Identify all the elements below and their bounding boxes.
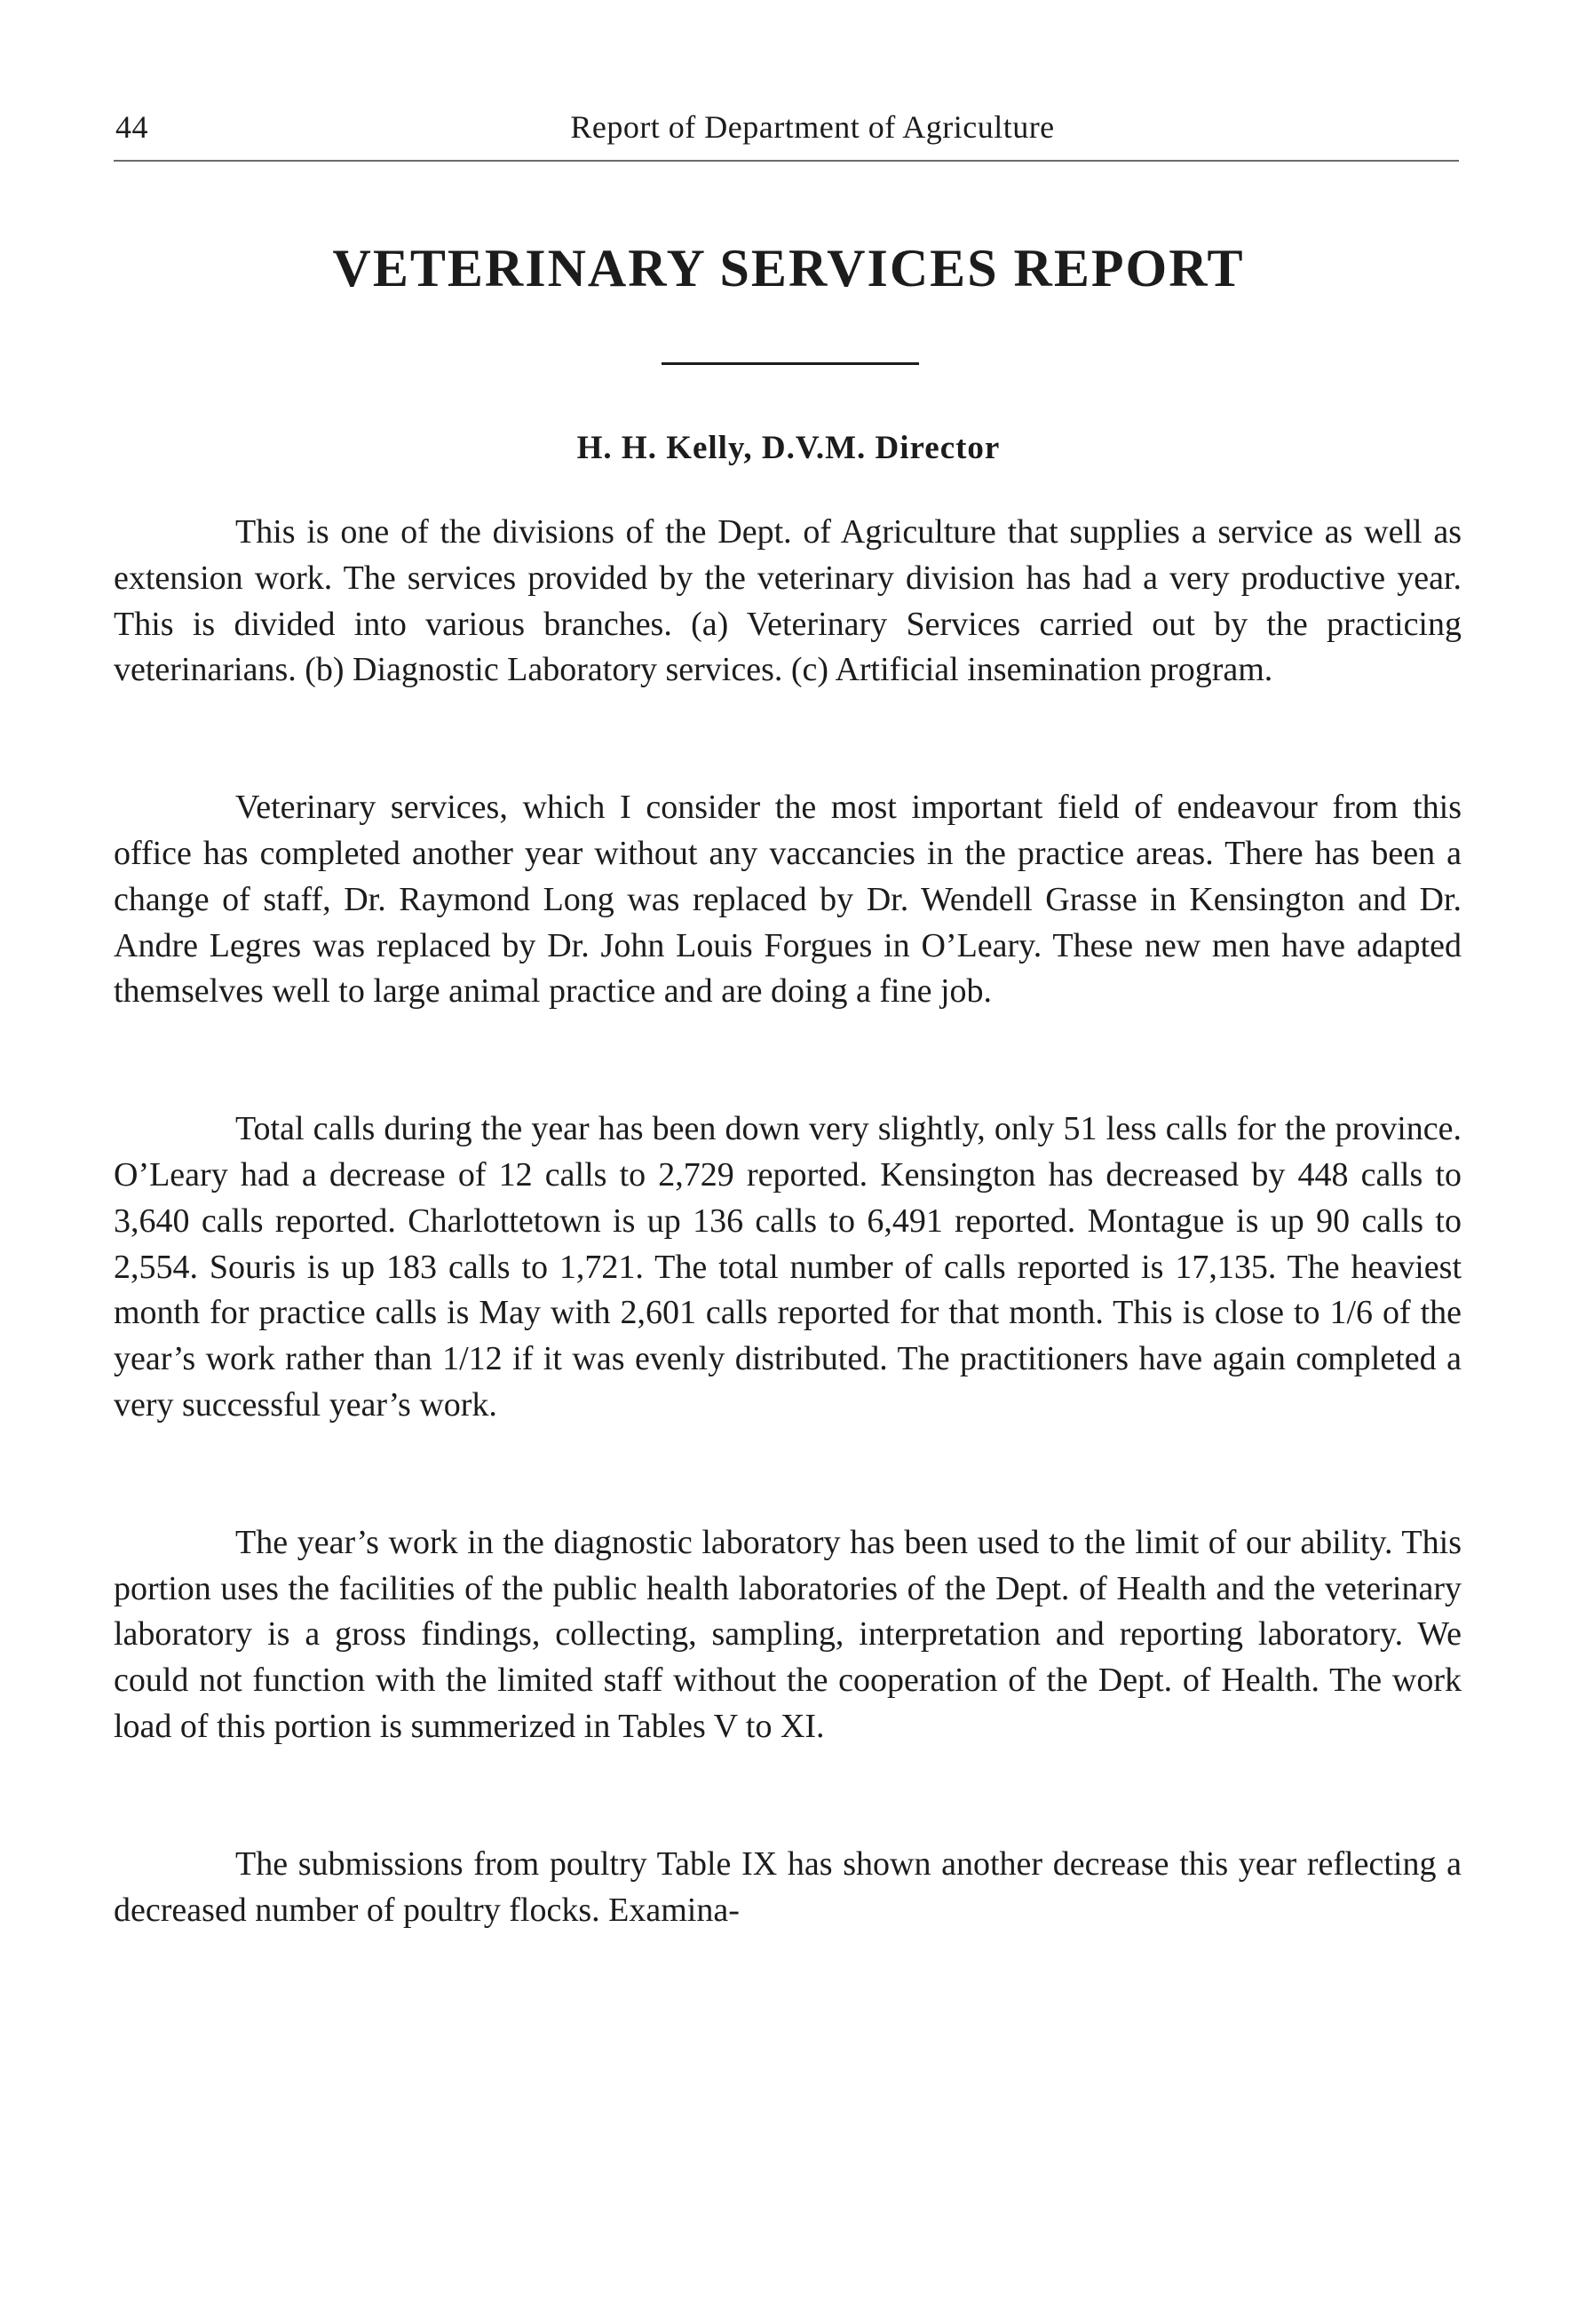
- paragraph-veterinary-services: Veterinary services, which I consider the most important field of endeavour from this office has completed another year without any vaccancies in the practice areas. There has been a change of staff, Dr. Raymond Long was replaced by Dr. Wendell Grasse in Kensington and Dr. Andre Legres was replaced by Dr. John Louis Forgues in O’Leary. These new men have adapted themselves well to large animal practice and are doing a fine job.: [114, 789, 1462, 1011]
- paragraph-divisions: This is one of the divisions of the Dept. of Agriculture that supplies a service as well as extension work. The services provided by the veterinary division has had a very productive year. This is divided into various branches. (a) Veterinary Services carried out by the practicing veterinarians. (b) Diagnostic Laboratory services. (c) Artificial insemination program.: [114, 513, 1462, 689]
- title-divider: [662, 362, 919, 365]
- running-header: [115, 105, 1456, 149]
- report-title: VETERINARY SERVICES REPORT: [332, 239, 1245, 297]
- running-title: Report of Department of Agriculture: [570, 109, 1055, 145]
- header-divider: [114, 160, 1459, 162]
- author-byline: H. H. Kelly, D.V.M. Director: [576, 430, 1001, 466]
- report-body: [114, 510, 1462, 1933]
- paragraph-diagnostic-laboratory: The year’s work in the diagnostic laboratory has been used to the limit of our ability. This portion uses the facilities of the public health laboratories of the Dept. of Health and the veterinary laboratory is a gross findings, collecting, sampling, interpretation and reporting laboratory. We could not function with the limited staff without the cooperation of the Dept. of Health. The work load of this portion is summerized in Tables V to XI.: [114, 1523, 1462, 1745]
- paragraph-total-calls: Total calls during the year has been down very slightly, only 51 less calls for the province. O’Leary had a decrease of 12 calls to 2,729 reported. Kensington has decreased by 448 calls to 3,640 calls reported. Charlottetown is up 136 calls to 6,491 reported. Montague is up 90 calls to 2,554. Souris is up 183 calls to 1,721. The total number of calls reported is 17,135. The heaviest month for practice calls is May with 2,601 calls reported for that month. This is close to 1/6 of the year’s work rather than 1/12 if it was evenly distributed. The practitioners have again completed a very successful year’s work.: [114, 1110, 1462, 1424]
- paragraph-poultry-submissions: The submissions from poultry Table IX has shown another decrease this year reflecting a decreased number of poultry flocks. Examina-: [114, 1844, 1462, 1929]
- page-number: 44: [115, 109, 148, 145]
